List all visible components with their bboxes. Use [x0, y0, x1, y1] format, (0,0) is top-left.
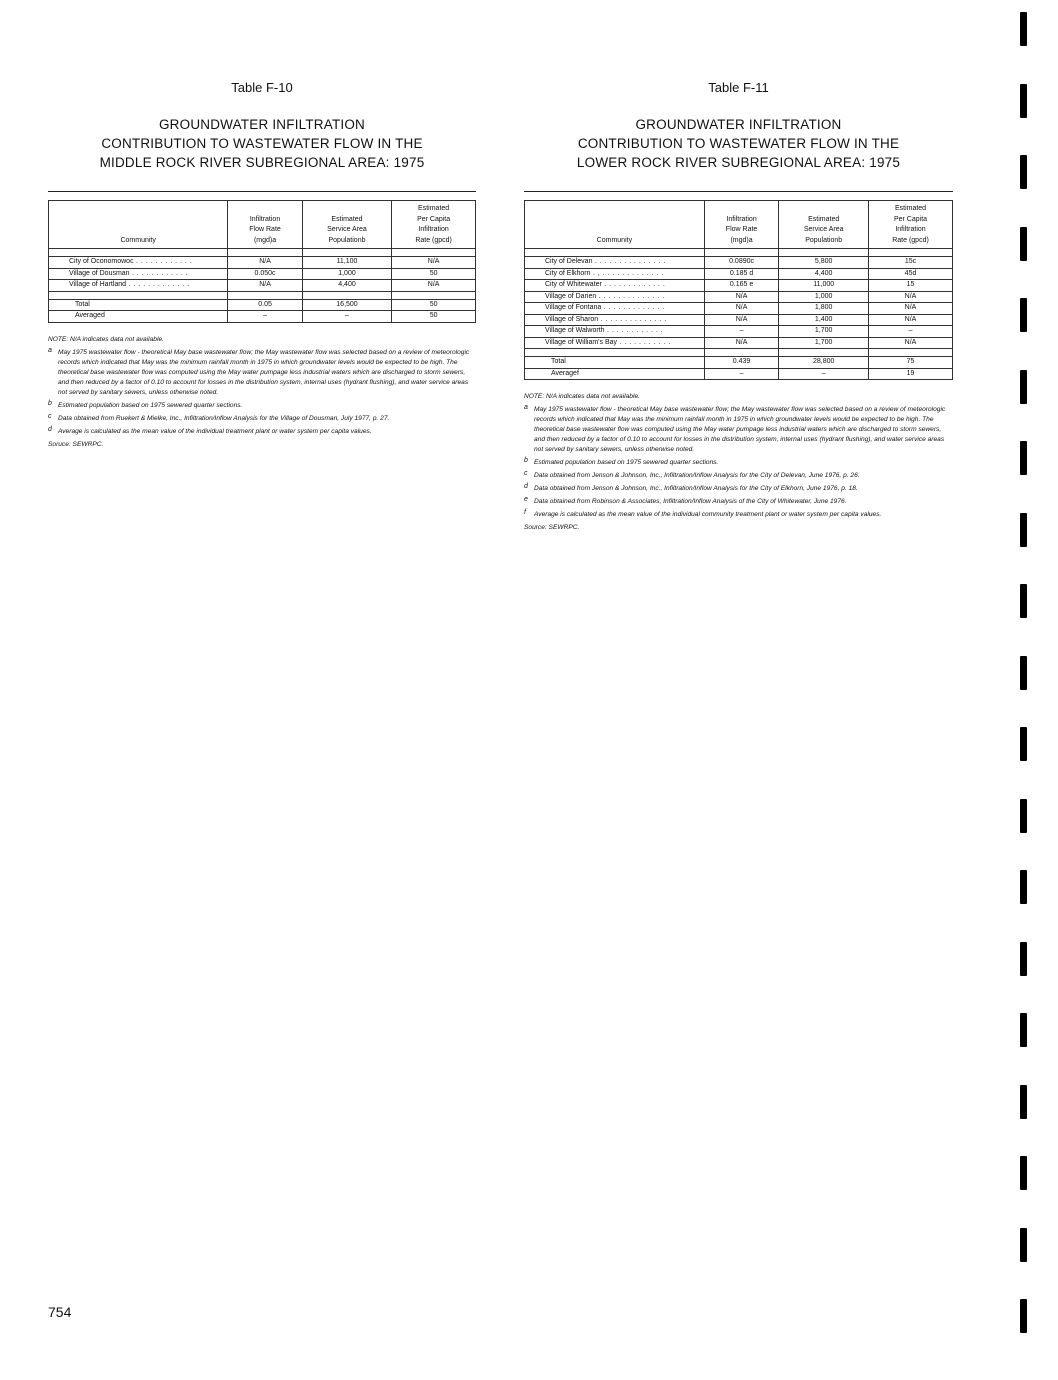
community-cell: [49, 268, 228, 280]
table-title-line: CONTRIBUTION TO WASTEWATER FLOW IN THE: [577, 136, 900, 151]
community-cell: [525, 326, 705, 338]
footnote-text: Average is calculated as the mean value of the individual treatment plant or water system per capita values.: [58, 427, 372, 435]
table-f11-panel: [524, 80, 953, 536]
binding-hole: [1020, 298, 1027, 332]
flow-rate-cell: 0.165 e: [704, 280, 779, 292]
per-capita-rate-cell: –: [869, 326, 953, 338]
community-name: City of Delevan: [545, 258, 593, 265]
table-f10-panel: [48, 80, 476, 453]
flow-rate-cell: 0.05: [228, 299, 302, 311]
binding-hole: [1020, 84, 1027, 118]
population-cell: 1,800: [779, 303, 869, 315]
header-per-capita-line: Estimated: [418, 205, 450, 212]
total-row-label: Total: [525, 357, 705, 369]
table-row: [525, 303, 953, 315]
header-community: Community: [49, 201, 228, 249]
header-per-capita-line: Estimated: [894, 205, 927, 212]
table-row: [525, 314, 953, 326]
community-name: Village of Fontana: [545, 304, 602, 311]
binding-hole: [1020, 155, 1027, 189]
community-cell: [525, 314, 705, 326]
spacer-row: [525, 249, 953, 257]
binding-hole: [1020, 12, 1027, 46]
note-line: [524, 523, 953, 533]
population-cell: 1,000: [779, 291, 869, 303]
binding-hole: [1020, 870, 1027, 904]
footnote-text: Data obtained from Ruekert & Mielke, Inc., Infiltration/Inflow Analysis for the Village of Dousman, July 1977, p. 27.: [58, 414, 390, 422]
table-row: [525, 337, 953, 349]
header-flow-rate: [228, 201, 302, 249]
community-cell: [525, 268, 705, 280]
footnote-text: Data obtained from Jenson & Johnson, Inc., Infiltration/Inflow Analysis for the City of Elkhorn, June 1976, p. 18.: [534, 485, 858, 492]
footnote-text: May 1975 wastewater flow - theoretical May base wastewater flow; the May wastewater flow was selected based on a review of meteorologic records which indicated that May was the minimum rainfall month in 1975 in which groundwater levels would be expected to be high. The theoretical base wastewater flow was computed using the May water pumpage less industrial waters which are discharged to storm sewers, and then reduced by a factor of 0.10 to account for losses in the distribution system, internal uses (hydrant flushing), and water service areas not served by sanitary sewers, unless otherwise noted.: [534, 406, 946, 453]
table-row: [49, 280, 476, 292]
header-population: [779, 201, 869, 249]
table-title-line: MIDDLE ROCK RIVER SUBREGIONAL AREA: 1975: [99, 155, 425, 170]
footnote-text: Estimated population based on 1975 sewered quarter sections.: [534, 459, 719, 466]
flow-rate-cell: N/A: [704, 314, 779, 326]
per-capita-rate-cell: N/A: [392, 257, 476, 269]
binding-hole: [1020, 656, 1027, 690]
population-cell: 1,000: [302, 268, 391, 280]
data-table: [48, 200, 476, 323]
binding-hole: [1020, 1085, 1027, 1119]
header-per-capita-line: Rate (gpcd): [892, 236, 929, 244]
binding-hole: [1020, 942, 1027, 976]
table-number: Table F-10: [231, 80, 293, 95]
footnote: [524, 405, 953, 455]
note-line: [48, 440, 476, 450]
footnote-marker: d: [524, 483, 528, 490]
binding-hole: [1020, 370, 1027, 404]
footnote-marker: a: [524, 404, 528, 411]
table-title-line: CONTRIBUTION TO WASTEWATER FLOW IN THE: [101, 136, 423, 151]
header-flow-rate-line: Infiltration: [249, 215, 281, 223]
note-line: [524, 392, 953, 402]
binding-hole: [1020, 227, 1027, 261]
per-capita-rate-cell: 50: [392, 299, 476, 311]
footnote-text: NOTE: N/A indicates data not available.: [48, 335, 164, 343]
population-cell: 11,100: [302, 257, 391, 269]
per-capita-rate-cell: 45d: [869, 268, 953, 280]
per-capita-rate-cell: 50: [392, 311, 476, 323]
header-population-line: Populationb: [328, 236, 366, 244]
table-title: [524, 115, 953, 172]
community-cell: [525, 337, 705, 349]
header-flow-rate-line: Flow Rate: [249, 226, 281, 233]
footnote: [524, 484, 953, 494]
per-capita-rate-cell: 75: [869, 357, 953, 369]
flow-rate-cell: N/A: [704, 303, 779, 315]
binding-holes: [1018, 0, 1048, 1380]
footnote-marker: c: [48, 412, 52, 420]
binding-hole: [1020, 799, 1027, 833]
footnote-marker: c: [524, 470, 528, 477]
binding-hole: [1020, 1228, 1027, 1262]
binding-hole: [1020, 513, 1027, 547]
flow-rate-cell: N/A: [704, 337, 779, 349]
flow-rate-cell: 0.0890c: [704, 257, 779, 269]
population-cell: 11,000: [779, 280, 869, 292]
header-flow-rate: [704, 201, 779, 249]
table-row: [525, 268, 953, 280]
table-title: [48, 115, 476, 172]
population-cell: –: [779, 368, 869, 380]
flow-rate-cell: N/A: [704, 291, 779, 303]
total-row: [525, 357, 953, 369]
header-per-capita-line: Infiltration: [895, 226, 926, 233]
header-per-capita: [869, 201, 953, 249]
header-population-line: Populationb: [805, 236, 843, 244]
table-row: [49, 268, 476, 280]
footnote-text: Source: SEWRPC.: [524, 524, 580, 531]
spacer-row: [49, 291, 476, 299]
flow-rate-cell: N/A: [228, 280, 302, 292]
table-row: [525, 291, 953, 303]
average-row: [49, 311, 476, 323]
header-per-capita: [392, 201, 476, 249]
table-title-line: GROUNDWATER INFILTRATION: [158, 117, 366, 132]
community-name: City of Whitewater: [545, 281, 602, 288]
footnote-text: Data obtained from Jenson & Johnson, Inc., Infiltration/Inflow Analysis for the City of Delevan, June 1976, p. 26.: [534, 472, 860, 479]
footnote-marker: d: [48, 425, 52, 433]
footnote-text: NOTE: N/A indicates data not available.: [524, 393, 640, 400]
footnote: [48, 401, 476, 411]
dot-leader: . . . . . . . . . . . . .: [601, 281, 666, 288]
dot-leader: . . . . . . . . . . . .: [129, 269, 189, 277]
dot-leader: . . . . . . . . . . . . . .: [596, 292, 665, 300]
header-per-capita-line: Rate (gpcd): [415, 236, 452, 244]
population-cell: 5,800: [779, 257, 869, 269]
flow-rate-cell: 0.185 d: [704, 268, 779, 280]
binding-hole: [1020, 584, 1027, 618]
table-row: [525, 326, 953, 338]
header-population-line: Estimated: [808, 215, 840, 223]
header-flow-rate-line: Flow Rate: [725, 226, 758, 233]
spacer-row: [525, 349, 953, 357]
header-population-line: Service Area: [803, 226, 844, 233]
binding-hole: [1020, 1299, 1027, 1333]
binding-hole: [1020, 441, 1027, 475]
dot-leader: . . . . . . . . . . . .: [133, 258, 193, 265]
flow-rate-cell: N/A: [228, 257, 302, 269]
per-capita-rate-cell: N/A: [392, 280, 476, 292]
flow-rate-cell: –: [704, 326, 779, 338]
footnote: [48, 348, 476, 398]
population-cell: 1,700: [779, 326, 869, 338]
title-rule: [48, 191, 476, 192]
per-capita-rate-cell: N/A: [869, 314, 953, 326]
flow-rate-cell: –: [704, 368, 779, 380]
footnote-text: Data obtained from Robinson & Associates, Infiltration/Inflow Analysis of the City of Whitewater, June 1976.: [534, 498, 847, 505]
per-capita-rate-cell: 15: [869, 280, 953, 292]
header-flow-rate-line: (mgd)a: [730, 236, 753, 244]
per-capita-rate-cell: N/A: [869, 291, 953, 303]
title-rule: [524, 191, 953, 192]
table-title-line: LOWER ROCK RIVER SUBREGIONAL AREA: 1975: [576, 155, 901, 170]
footnote-marker: b: [524, 457, 528, 464]
community-name: Village of Sharon: [545, 315, 599, 323]
flow-rate-cell: 0.439: [704, 357, 779, 369]
average-row-label: Averaged: [49, 311, 228, 323]
footnote-marker: b: [48, 399, 52, 407]
binding-hole: [1020, 727, 1027, 761]
flow-rate-cell: –: [228, 311, 302, 323]
page-number: 754: [48, 1304, 72, 1320]
header-population-line: Estimated: [331, 215, 363, 223]
per-capita-rate-cell: N/A: [869, 303, 953, 315]
spacer-row: [49, 249, 476, 257]
community-name: Village of William's Bay: [545, 338, 618, 346]
header-per-capita-line: Per Capita: [893, 215, 928, 223]
binding-hole: [1020, 1156, 1027, 1190]
header-per-capita-line: Per Capita: [417, 215, 451, 223]
dot-leader: . . . . . . . . . . . . . .: [598, 315, 667, 323]
table-number: Table F-11: [708, 80, 769, 95]
footnote: [48, 427, 476, 437]
per-capita-rate-cell: 50: [392, 268, 476, 280]
population-cell: 16,500: [302, 299, 391, 311]
total-row-label: Total: [49, 299, 228, 311]
note-line: [48, 335, 476, 345]
table-notes: [524, 392, 953, 533]
dot-leader: . , . . . . . . . . . . . . .: [590, 269, 664, 277]
community-name: City of Oconomowoc: [69, 258, 134, 265]
footnote-marker: e: [524, 496, 528, 503]
population-cell: 28,800: [779, 357, 869, 369]
per-capita-rate-cell: N/A: [869, 337, 953, 349]
dot-leader: . . . . . . . . . . .: [617, 338, 671, 346]
dot-leader: . . . . . . . . . . . . .: [601, 304, 665, 311]
footnote: [48, 414, 476, 424]
average-row-label: Averagef: [525, 368, 705, 380]
community-name: Village of Walworth: [545, 327, 605, 334]
footnote-text: Estimated population based on 1975 sewered quarter sections.: [58, 401, 243, 409]
community-cell: [525, 303, 705, 315]
community-cell: [525, 291, 705, 303]
table-title-line: GROUNDWATER INFILTRATION: [635, 117, 842, 132]
table-row: [49, 257, 476, 269]
header-flow-rate-line: (mgd)a: [253, 236, 277, 244]
header-population: [302, 201, 391, 249]
table-row: [525, 257, 953, 269]
average-row: [525, 368, 953, 380]
population-cell: 1,400: [779, 314, 869, 326]
footnote-text: Average is calculated as the mean value of the individual community treatment plant or water system per capita values.: [534, 511, 882, 518]
community-name: City of Elkhorn: [545, 269, 591, 277]
population-cell: –: [302, 311, 391, 323]
header-flow-rate-line: Infiltration: [726, 215, 757, 223]
community-name: Village of Hartland: [69, 281, 127, 288]
population-cell: 4,400: [302, 280, 391, 292]
header-population-line: Service Area: [327, 226, 367, 233]
data-table: [524, 200, 953, 380]
table-notes: [48, 335, 476, 450]
header-community: Community: [525, 201, 705, 249]
community-cell: [49, 257, 228, 269]
per-capita-rate-cell: 15c: [869, 257, 953, 269]
footnote-marker: a: [48, 346, 52, 354]
dot-leader: . . . . . . . . . . . . . . .: [592, 258, 666, 265]
community-cell: [49, 280, 228, 292]
flow-rate-cell: 0.050c: [228, 268, 302, 280]
footnote-marker: f: [524, 509, 526, 516]
dot-leader: . . . . . . . . . . . . .: [126, 281, 190, 288]
per-capita-rate-cell: 19: [869, 368, 953, 380]
total-row: [49, 299, 476, 311]
community-cell: [525, 280, 705, 292]
table-row: [525, 280, 953, 292]
footnote-text: May 1975 wastewater flow - theoretical May base wastewater flow; the May wastewater flow was selected based on a review of meteorologic records which indicated that May was the minimum rainfall month in 1975 in which groundwater levels would be expected to be high. The theoretical base wastewater flow was computed using the May water pumpage less industrial waters which are discharged to storm sewers, and then reduced by a factor of 0.10 to account for losses in the distribution system, internal uses (hydrant flushing), and water service areas not served by sanitary sewers, unless otherwise noted.: [58, 348, 470, 396]
header-row: [525, 201, 953, 249]
footnote-text: Soruce: SEWRPC.: [48, 440, 104, 448]
header-row: [49, 201, 476, 249]
dot-leader: . . . . . . . . . . . .: [604, 327, 664, 334]
community-name: Village of Darien: [545, 292, 597, 300]
binding-hole: [1020, 1013, 1027, 1047]
population-cell: 4,400: [779, 268, 869, 280]
community-name: Village of Dousman: [69, 269, 130, 277]
population-cell: 1,700: [779, 337, 869, 349]
footnote: [524, 471, 953, 481]
footnote: [524, 510, 953, 520]
footnote: [524, 497, 953, 507]
header-per-capita-line: Infiltration: [418, 226, 449, 233]
community-cell: [525, 257, 705, 269]
footnote: [524, 458, 953, 468]
